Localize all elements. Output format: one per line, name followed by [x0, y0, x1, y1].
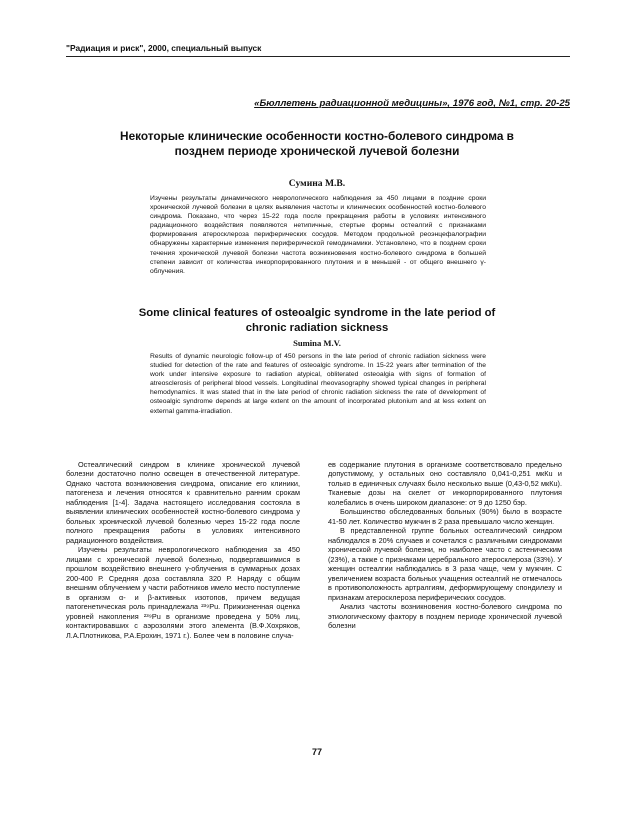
english-title: Some clinical features of osteoalgic syndrome in the late period of chronic radiation sickness: [138, 307, 496, 334]
russian-title: Некоторые клинические особенности костно-болевого синдрома в позднем периоде хронической лучевой болезни: [120, 129, 514, 158]
paragraph: Изучены результаты неврологического наблюдения за 450 лицами с хронической лучевой болезнью, подвергавшимися в прошлом воздействию внешнего γ-облучения в суммарных дозах 200-400 Р. Средняя доза составляла 320 Р. Наряду с общим внешним облучением у части работников имело место поступление в организм α- и β-активных изотопов, причем ведущая патогенетическая роль принадлежала ²³⁹Pu. Прижизненная оценка уровней накопления ²³⁹Pu в организме проведена у 50% лиц, контактировавших с аэрозолями этого элемента (В.Ф.Хохряков, Л.А.Плотникова, Р.А.Ерохин, 1971 г.). Более чем в половине случа-: [66, 545, 300, 640]
paragraph: Остеалгический синдром в клинике хронической лучевой болезни достаточно полно освещен в отечественной литературе. Однако частота возникновения синдрома, описание его клиники, патогенеза и лечения относятся к сравнительно ранним срокам наблюдения [1-4]. Задача настоящего исследования состояла в выявлении клинических особенностей костно-болевого синдрома у больных хронической лучевой болезнью через 15-22 года после полного прекращения работы в условиях интенсивного радиационного воздействия.: [66, 460, 300, 545]
paragraph: Анализ частоты возникновения костно-болевого синдрома по этиологическому фактору в позднем периоде хронической лучевой болезни: [328, 602, 562, 631]
source-reference: «Бюллетень радиационной медицины», 1976 год, №1, стр. 20-25: [254, 98, 570, 109]
paragraph: В представленной группе больных остеалгический синдром наблюдался в 20% случаев и сочетался с различными синдромами хронической лучевой болезни, но наиболее часто с астеническим (23%), а также с признаками церебрального атеросклероза (33%). У женщин остеалгии наблюдались в 3 раза чаще, чем у мужчин. С увеличением возраста больных учащения остеалгий не отмечалось в противоположность артралгиям, деформирующему спондилезу и признакам атеросклероза периферических сосудов.: [328, 526, 562, 602]
english-author: Sumina M.V.: [293, 338, 341, 348]
body-right-column: [328, 460, 562, 631]
paragraph-continued: ев содержание плутония в организме соответствовало предельно допустимому, у остальных оно составляло 0,041-0,251 мкКu и только в единичных случаях было несколько выше (0,43-0,52 мкКu). Тканевые дозы на скелет от инкорпорированного плутония колебались в очень широком диапазоне: от 9 до 1250 бэр.: [328, 460, 562, 507]
body-left-column: [66, 460, 300, 640]
paragraph: Большинство обследованных больных (90%) было в возрасте 41-50 лет. Количество мужчин в 2 раза превышало число женщин.: [328, 507, 562, 526]
journal-header: "Радиация и риск", 2000, специальный выпуск: [66, 43, 262, 53]
russian-author: Сумина М.В.: [288, 178, 346, 189]
header-divider: [66, 56, 570, 57]
page-number: 77: [311, 747, 322, 757]
russian-abstract: Изучены результаты динамического неврологического наблюдения за 450 лицами в поздние сроки хронической лучевой болезни в целях выявления частоты и клинических особенностей костно-болевого синдрома. Показано, что через 15-22 года после прекращения работы в условиях интенсивного радиационного воздействия появляются нетипичные, стертые формы остеалгий с признаками формирования атеросклероза периферических сосудов. Методом продольной реоэнцефалографии обнаружены характерные изменения периферической гемодинамики. Установлено, что в позднем сроки течения хронической лучевой болезни частота возникновения костно-болевого синдрома в большей степени зависит от количества инкорпорированного плутония и в меньшей - от общего внешнего γ-облучения.: [150, 195, 486, 275]
english-abstract: Results of dynamic neurologic follow-up of 450 persons in the late period of chronic radiation sickness were studied for detection of the rate and features of osteoalgic syndrome. In 15-22 years after termination of the work under intensive exposure to radiation atypical, obliterated osteoalgia with signs of formation of atreosclerosis of peripheral blood vessels. Longitudinal rheovasography showed typical changes in peripheral hemodynamics. It was stated that in the late period of chronic radiation sickness the rate of development of osteoalgic syndrome depends at large extent on the amount of incorporated plutonium and at less extent on external gamma-irradiation.: [150, 353, 486, 415]
